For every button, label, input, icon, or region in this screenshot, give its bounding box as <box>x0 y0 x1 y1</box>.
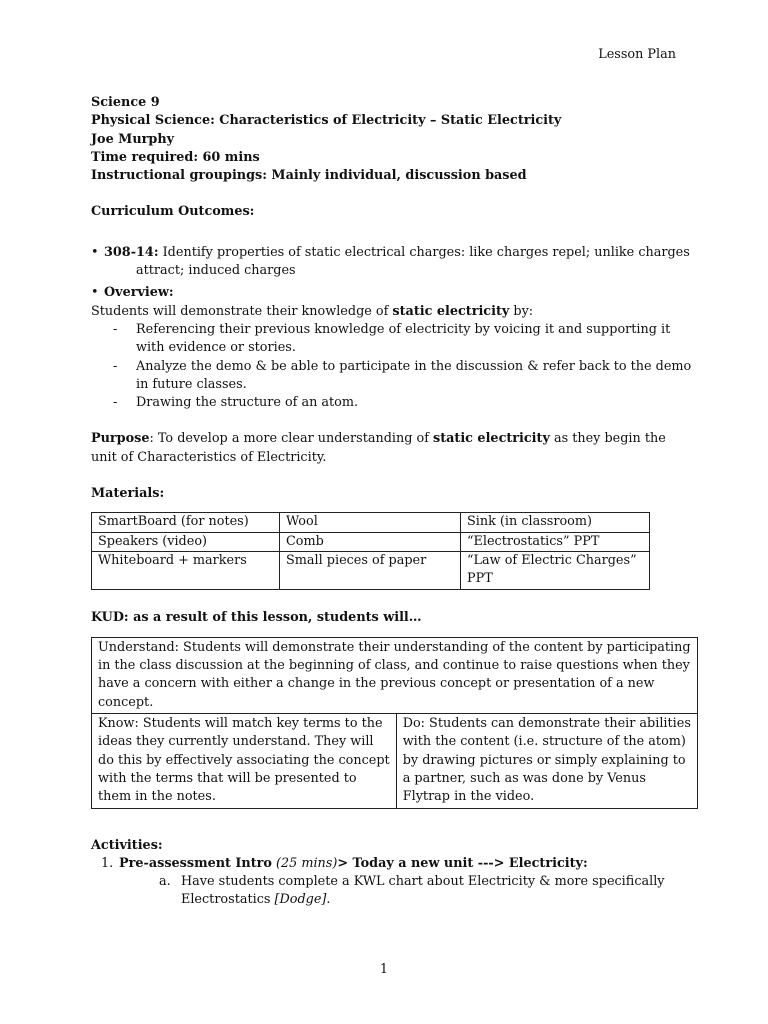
overview-heading: Overview: <box>104 285 174 301</box>
list-item: - Referencing their previous knowledge of electricity by voicing it and supporting it with evidence or stories. <box>113 321 671 356</box>
outcome-text-cont: attract; induced charges <box>136 263 296 279</box>
bullet-mark: • <box>91 244 99 260</box>
header-label: Lesson Plan <box>598 47 676 62</box>
purpose-statement-cont: unit of Characteristics of Electricity. <box>91 449 327 465</box>
topic-title: Physical Science: Characteristics of Electricity – Static Electricity <box>91 113 562 129</box>
list-item: - Analyze the demo & be able to participate in the discussion & refer back to the demo in future classes. <box>113 358 692 392</box>
know-cell: Know: Students will match key terms to the ideas they currently understand. They will do this by effectively associating the concept with the terms that will be presented to them in the notes. <box>92 714 397 808</box>
time-required: Time required: 60 mins <box>91 149 260 165</box>
understand-cell: Understand: Students will demonstrate their understanding of the content by participating in the class discussion at the beginning of class, and continue to raise questions when they have a concern with either a change in the previous concept or presentation of a new concept. <box>92 637 698 713</box>
table-row: SmartBoard (for notes) Wool Sink (in classroom) <box>92 513 650 532</box>
list-item: - Drawing the structure of an atom. <box>113 395 359 411</box>
activity-item-1: 1. Pre-assessment Intro (25 mins)> Today a new unit ---> Electricity: <box>101 855 588 871</box>
outcome-text: Identify properties of static electrical charges: like charges repel; unlike charges <box>158 244 690 260</box>
activity-subitem-a: a. Have students complete a KWL chart about Electricity & more specifically Electrostatics [Dodge]. <box>159 874 665 908</box>
table-row <box>92 637 698 713</box>
curriculum-heading: Curriculum Outcomes: <box>91 204 255 220</box>
do-cell: Do: Students can demonstrate their abilities with the content (i.e. structure of the atom) by drawing pictures or simply explaining to a partner, such as was done by Venus Flytrap in the video. <box>396 714 697 808</box>
overview-bullet <box>91 284 691 302</box>
instructional-groupings: Instructional groupings: Mainly individual, discussion based <box>91 168 527 184</box>
table-row <box>92 714 698 808</box>
kud-table <box>91 637 698 809</box>
table-row: Whiteboard + markers Small pieces of paper “Law of Electric Charges” PPT <box>92 551 650 589</box>
purpose-statement: Purpose: To develop a more clear understanding of static electricity as they begin the <box>91 431 666 447</box>
outcome-code: 308-14: <box>104 244 159 260</box>
bullet-mark: • <box>91 285 99 301</box>
kud-heading: KUD: as a result of this lesson, students will… <box>91 609 422 625</box>
outcome-bullet <box>91 244 691 281</box>
materials-table <box>91 512 650 589</box>
overview-intro: Students will demonstrate their knowledge of static electricity by: <box>91 303 534 319</box>
teacher-name: Joe Murphy <box>91 131 175 147</box>
course-title: Science 9 <box>91 95 160 110</box>
page-number: 1 <box>379 962 389 977</box>
lesson-content <box>91 94 691 910</box>
materials-heading: Materials: <box>91 486 165 502</box>
overview-list <box>91 321 691 412</box>
activities-heading: Activities: <box>91 837 163 853</box>
table-row: Speakers (video) Comb “Electrostatics” PPT <box>92 532 650 551</box>
